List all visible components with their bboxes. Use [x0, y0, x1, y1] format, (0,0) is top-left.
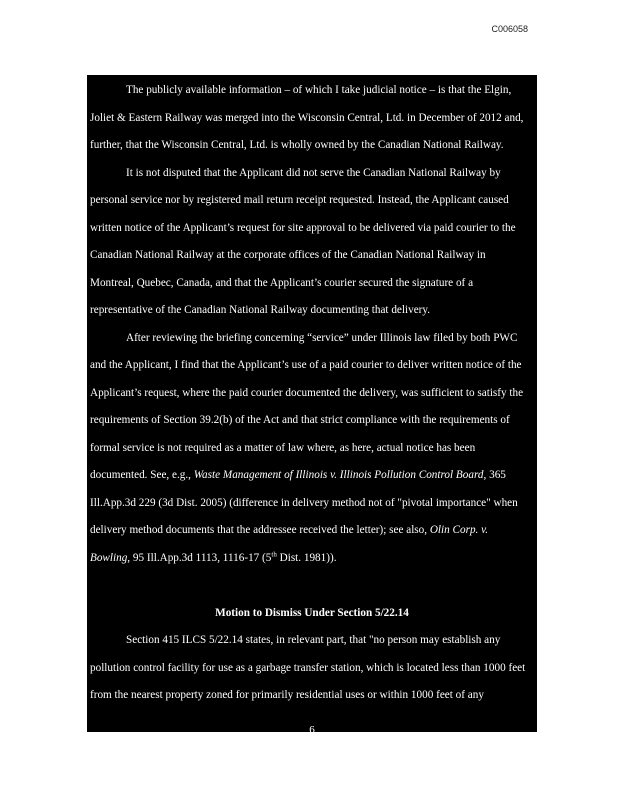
text-line: [90, 517, 534, 545]
text-run: Dist. 1981)).: [276, 551, 337, 564]
text-line: Applicant’s request, where the paid courier documented the delivery, was sufficient to satisfy the: [90, 386, 524, 399]
text-line: written notice of the Applicant’s request for site approval to be delivered via paid courier to the: [90, 221, 516, 234]
paragraph-service-facts: [90, 160, 534, 325]
text-line: Joliet & Eastern Railway was merged into the Wisconsin Central, Ltd. in December of 2012 and,: [90, 111, 524, 124]
case-citation-waste-management: Waste Management of Illinois v. Illinois Pollution Control Board: [193, 469, 484, 481]
case-citation-bowling: Bowling: [90, 551, 128, 564]
text-line: and the Applicant, I find that the Applicant’s use of a paid courier to deliver written notice of the: [90, 359, 522, 371]
text-line: The publicly available information – of which I take judicial notice – is that the Elgin,: [126, 84, 512, 96]
text-line: further, that the Wisconsin Central, Ltd. is wholly owned by the Canadian National Railway.: [90, 139, 504, 151]
text-run: , 95 Ill.App.3d 1113, 1116-17 (5: [127, 551, 272, 564]
text-run: documented. See, e.g.,: [90, 469, 194, 481]
text-line: [90, 462, 534, 490]
case-citation-olin: Olin Corp. v.: [429, 524, 489, 536]
text-line: [90, 545, 534, 573]
text-line: It is not disputed that the Applicant did not serve the Canadian National Railway by: [126, 166, 501, 179]
text-run: delivery method documents that the addressee received the letter); see also,: [90, 524, 430, 536]
text-line: Canadian National Railway at the corporate offices of the Canadian National Railway in: [90, 249, 486, 261]
paragraph-finding: [90, 325, 534, 573]
section-heading: Motion to Dismiss Under Section 5/22.14: [215, 606, 409, 619]
text-run: , 365: [483, 469, 506, 481]
text-line: Ill.App.3d 229 (3d Dist. 2005) (difference in delivery method not of "pivotal importance" when: [90, 496, 518, 509]
text-line: pollution control facility for use as a garbage transfer station, which is located less than 1000 feet: [90, 661, 526, 674]
page-body: [87, 75, 537, 736]
text-line: requirements of Section 39.2(b) of the Act and that strict compliance with the requirements of: [90, 414, 510, 426]
text-line: formal service is not required as a matter of law where, as here, actual notice has been: [90, 441, 476, 454]
text-line: After reviewing the briefing concerning “service” under Illinois law filed by both PWC: [126, 331, 518, 344]
text-line: personal service nor by registered mail return receipt requested. Instead, the Applicant caused: [90, 194, 509, 206]
text-line: Montreal, Quebec, Canada, and that the Applicant’s courier secured the signature of a: [90, 276, 474, 289]
text-line: from the nearest property zoned for primarily residential uses or within 1000 feet of any: [90, 689, 484, 701]
paragraph-railway-merger: [90, 77, 534, 160]
text-line: Section 415 ILCS 5/22.14 states, in relevant part, that "no person may establish any: [126, 634, 501, 646]
paragraph-section-22-14: [90, 627, 534, 710]
document-id: C006058: [491, 24, 528, 34]
text-line: representative of the Canadian National Railway documenting that delivery.: [90, 304, 431, 316]
page-number: 6: [309, 724, 315, 736]
superscript-th: th: [271, 549, 277, 558]
